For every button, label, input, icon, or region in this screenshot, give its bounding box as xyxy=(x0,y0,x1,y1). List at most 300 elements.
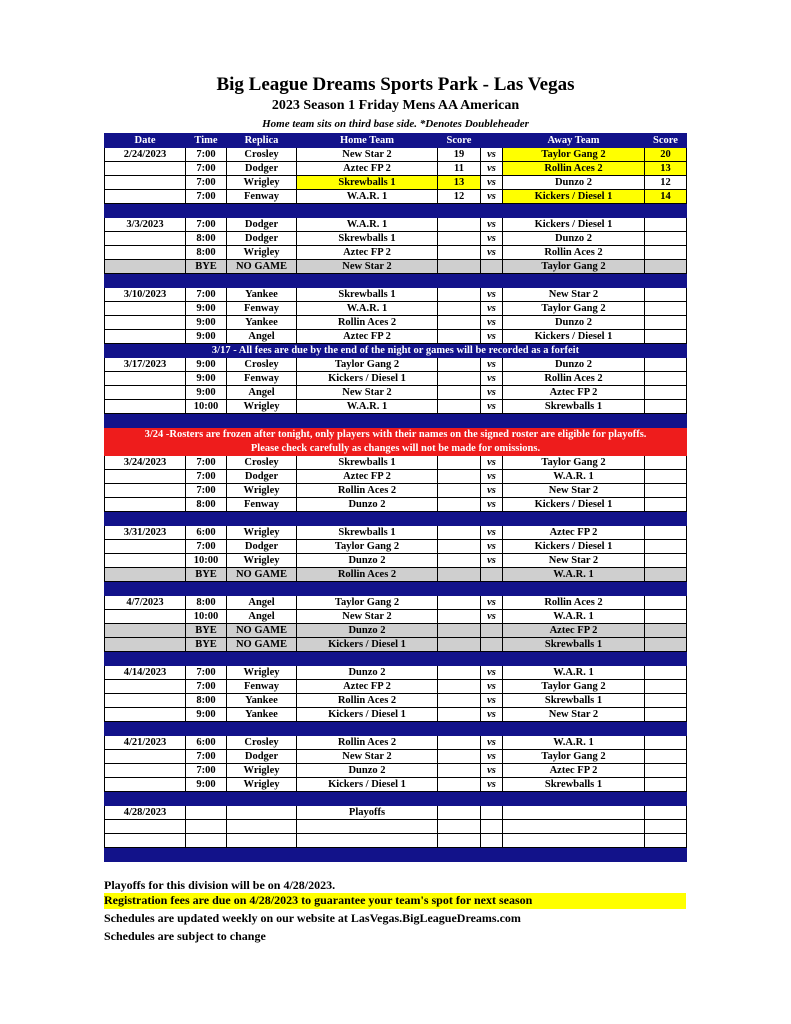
replica-cell: Crosley xyxy=(227,148,297,162)
home-team-cell: W.A.R. 1 xyxy=(297,302,438,316)
home-score-cell xyxy=(438,554,481,568)
separator-cell xyxy=(105,512,186,526)
separator-cell xyxy=(227,204,297,218)
away-score-cell xyxy=(645,400,687,414)
vs-cell xyxy=(481,624,503,638)
home-team-cell: Taylor Gang 2 xyxy=(297,540,438,554)
away-team-cell: Rollin Aces 2 xyxy=(503,162,645,176)
time-cell: 7:00 xyxy=(186,176,227,190)
separator-cell xyxy=(503,722,645,736)
table-row xyxy=(105,736,687,750)
table-row xyxy=(105,694,687,708)
date-cell xyxy=(105,554,186,568)
away-team-cell: Taylor Gang 2 xyxy=(503,456,645,470)
separator-cell xyxy=(186,582,227,596)
table-row xyxy=(105,372,687,386)
vs-cell xyxy=(481,834,503,848)
vs-cell: vs xyxy=(481,764,503,778)
table-row xyxy=(105,624,687,638)
time-cell: 7:00 xyxy=(186,148,227,162)
home-team-cell: Rollin Aces 2 xyxy=(297,316,438,330)
date-cell xyxy=(105,624,186,638)
date-cell xyxy=(105,372,186,386)
separator-cell xyxy=(503,274,645,288)
separator-cell xyxy=(297,204,438,218)
home-team-cell: Aztec FP 2 xyxy=(297,470,438,484)
date-cell xyxy=(105,680,186,694)
separator-cell xyxy=(105,652,186,666)
replica-cell: Angel xyxy=(227,330,297,344)
vs-cell xyxy=(481,568,503,582)
home-team-cell: Taylor Gang 2 xyxy=(297,358,438,372)
table-row xyxy=(105,806,687,820)
date-cell xyxy=(105,190,186,204)
vs-cell: vs xyxy=(481,470,503,484)
replica-cell: NO GAME xyxy=(227,568,297,582)
home-score-cell xyxy=(438,302,481,316)
home-score-cell xyxy=(438,568,481,582)
separator-cell xyxy=(481,848,503,862)
replica-cell xyxy=(227,834,297,848)
vs-cell: vs xyxy=(481,526,503,540)
separator-cell xyxy=(438,722,481,736)
away-team-cell: Kickers / Diesel 1 xyxy=(503,330,645,344)
date-cell xyxy=(105,778,186,792)
home-team-cell: Aztec FP 2 xyxy=(297,330,438,344)
home-team-cell: Kickers / Diesel 1 xyxy=(297,778,438,792)
replica-cell xyxy=(227,806,297,820)
vs-cell: vs xyxy=(481,750,503,764)
header-replica: Replica xyxy=(227,134,297,148)
time-cell: BYE xyxy=(186,638,227,652)
away-score-cell xyxy=(645,246,687,260)
away-score-cell: 13 xyxy=(645,162,687,176)
replica-cell: Angel xyxy=(227,610,297,624)
away-score-cell xyxy=(645,302,687,316)
date-cell xyxy=(105,260,186,274)
separator-cell xyxy=(105,582,186,596)
date-cell xyxy=(105,302,186,316)
time-cell: 8:00 xyxy=(186,694,227,708)
away-score-cell xyxy=(645,330,687,344)
home-team-cell: Dunzo 2 xyxy=(297,498,438,512)
fee-notice-row xyxy=(105,344,687,358)
time-cell: 9:00 xyxy=(186,330,227,344)
away-team-cell: Dunzo 2 xyxy=(503,358,645,372)
away-team-cell: Kickers / Diesel 1 xyxy=(503,540,645,554)
home-score-cell: 11 xyxy=(438,162,481,176)
header-vs xyxy=(481,134,503,148)
separator-cell xyxy=(297,414,438,428)
table-row xyxy=(105,470,687,484)
replica-cell: Fenway xyxy=(227,302,297,316)
schedule-note: Home team sits on third base side. *Denotes Doubleheader xyxy=(262,118,529,130)
home-score-cell xyxy=(438,610,481,624)
separator-cell xyxy=(227,722,297,736)
home-score-cell xyxy=(438,288,481,302)
vs-cell: vs xyxy=(481,540,503,554)
date-cell xyxy=(105,568,186,582)
replica-cell: Wrigley xyxy=(227,400,297,414)
away-team-cell: Skrewballs 1 xyxy=(503,400,645,414)
replica-cell: Dodger xyxy=(227,470,297,484)
table-row xyxy=(105,232,687,246)
home-team-cell: Taylor Gang 2 xyxy=(297,596,438,610)
date-cell: 3/31/2023 xyxy=(105,526,186,540)
week-separator xyxy=(105,582,687,596)
home-score-cell xyxy=(438,316,481,330)
replica-cell: Wrigley xyxy=(227,778,297,792)
separator-cell xyxy=(297,792,438,806)
away-team-cell: W.A.R. 1 xyxy=(503,568,645,582)
separator-cell xyxy=(645,582,687,596)
away-score-cell xyxy=(645,736,687,750)
week-separator xyxy=(105,204,687,218)
home-score-cell xyxy=(438,246,481,260)
table-row xyxy=(105,568,687,582)
week-separator xyxy=(105,512,687,526)
week-separator xyxy=(105,792,687,806)
time-cell: 9:00 xyxy=(186,316,227,330)
replica-cell: NO GAME xyxy=(227,260,297,274)
vs-cell: vs xyxy=(481,232,503,246)
schedule-body xyxy=(105,148,687,862)
away-score-cell xyxy=(645,638,687,652)
date-cell xyxy=(105,162,186,176)
separator-cell xyxy=(645,512,687,526)
replica-cell xyxy=(227,820,297,834)
away-team-cell: Dunzo 2 xyxy=(503,176,645,190)
away-team-cell: Aztec FP 2 xyxy=(503,386,645,400)
time-cell: 7:00 xyxy=(186,750,227,764)
separator-cell xyxy=(481,722,503,736)
separator-cell xyxy=(481,414,503,428)
separator-cell xyxy=(481,652,503,666)
away-team-cell: W.A.R. 1 xyxy=(503,470,645,484)
away-team-cell: W.A.R. 1 xyxy=(503,736,645,750)
time-cell xyxy=(186,834,227,848)
separator-cell xyxy=(186,848,227,862)
home-score-cell xyxy=(438,694,481,708)
separator-cell xyxy=(438,792,481,806)
replica-cell: NO GAME xyxy=(227,624,297,638)
date-cell: 4/14/2023 xyxy=(105,666,186,680)
header-time: Time xyxy=(186,134,227,148)
replica-cell: Wrigley xyxy=(227,176,297,190)
away-score-cell xyxy=(645,526,687,540)
away-score-cell xyxy=(645,610,687,624)
vs-cell: vs xyxy=(481,456,503,470)
home-team-cell: Aztec FP 2 xyxy=(297,246,438,260)
home-team-cell: W.A.R. 1 xyxy=(297,218,438,232)
away-team-cell xyxy=(503,820,645,834)
replica-cell: Angel xyxy=(227,596,297,610)
date-cell xyxy=(105,330,186,344)
separator-cell xyxy=(297,512,438,526)
home-score-cell xyxy=(438,596,481,610)
away-score-cell xyxy=(645,484,687,498)
away-score-cell xyxy=(645,232,687,246)
time-cell xyxy=(186,820,227,834)
away-team-cell: W.A.R. 1 xyxy=(503,610,645,624)
vs-cell: vs xyxy=(481,358,503,372)
vs-cell: vs xyxy=(481,218,503,232)
time-cell: 9:00 xyxy=(186,358,227,372)
roster-notice-row xyxy=(105,428,687,442)
vs-cell: vs xyxy=(481,246,503,260)
home-team-cell: Dunzo 2 xyxy=(297,666,438,680)
header-row xyxy=(105,134,687,148)
separator-cell xyxy=(645,274,687,288)
table-row xyxy=(105,302,687,316)
home-score-cell xyxy=(438,806,481,820)
table-row xyxy=(105,834,687,848)
replica-cell: Wrigley xyxy=(227,764,297,778)
time-cell: 7:00 xyxy=(186,540,227,554)
away-team-cell: Kickers / Diesel 1 xyxy=(503,218,645,232)
table-row xyxy=(105,638,687,652)
time-cell: 9:00 xyxy=(186,708,227,722)
away-team-cell: Skrewballs 1 xyxy=(503,694,645,708)
away-team-cell: Taylor Gang 2 xyxy=(503,148,645,162)
replica-cell: Fenway xyxy=(227,372,297,386)
away-score-cell xyxy=(645,596,687,610)
footer-website-note: Schedules are updated weekly on our website at LasVegas.BigLeagueDreams.com xyxy=(104,911,521,925)
date-cell xyxy=(105,498,186,512)
replica-cell: Yankee xyxy=(227,288,297,302)
date-cell xyxy=(105,246,186,260)
time-cell: 7:00 xyxy=(186,666,227,680)
away-score-cell: 12 xyxy=(645,176,687,190)
replica-cell: Fenway xyxy=(227,498,297,512)
away-team-cell xyxy=(503,834,645,848)
replica-cell: Wrigley xyxy=(227,666,297,680)
date-cell xyxy=(105,610,186,624)
away-score-cell xyxy=(645,834,687,848)
away-team-cell: Taylor Gang 2 xyxy=(503,260,645,274)
time-cell: 10:00 xyxy=(186,554,227,568)
table-row xyxy=(105,190,687,204)
separator-cell xyxy=(438,848,481,862)
time-cell: 7:00 xyxy=(186,190,227,204)
separator-cell xyxy=(297,582,438,596)
home-team-cell: Skrewballs 1 xyxy=(297,456,438,470)
away-score-cell xyxy=(645,372,687,386)
away-score-cell xyxy=(645,694,687,708)
home-score-cell xyxy=(438,764,481,778)
week-separator xyxy=(105,652,687,666)
away-score-cell xyxy=(645,316,687,330)
date-cell xyxy=(105,764,186,778)
date-cell xyxy=(105,470,186,484)
away-score-cell xyxy=(645,750,687,764)
home-score-cell xyxy=(438,834,481,848)
separator-cell xyxy=(503,582,645,596)
home-score-cell xyxy=(438,778,481,792)
home-team-cell: Kickers / Diesel 1 xyxy=(297,372,438,386)
home-score-cell xyxy=(438,736,481,750)
separator-cell xyxy=(186,274,227,288)
home-score-cell xyxy=(438,498,481,512)
page-title: Big League Dreams Sports Park - Las Vegas xyxy=(216,74,575,95)
separator-cell xyxy=(503,792,645,806)
schedule-table xyxy=(104,133,687,862)
separator-cell xyxy=(645,414,687,428)
separator-cell xyxy=(297,848,438,862)
separator-cell xyxy=(503,204,645,218)
home-team-cell: Skrewballs 1 xyxy=(297,526,438,540)
separator-cell xyxy=(105,848,186,862)
home-team-cell: New Star 2 xyxy=(297,260,438,274)
replica-cell: Dodger xyxy=(227,162,297,176)
vs-cell xyxy=(481,806,503,820)
replica-cell: Dodger xyxy=(227,218,297,232)
separator-cell xyxy=(645,652,687,666)
separator-cell xyxy=(227,652,297,666)
away-score-cell xyxy=(645,764,687,778)
vs-cell: vs xyxy=(481,694,503,708)
home-team-cell: Rollin Aces 2 xyxy=(297,694,438,708)
table-row xyxy=(105,610,687,624)
away-team-cell: New Star 2 xyxy=(503,484,645,498)
time-cell: 9:00 xyxy=(186,302,227,316)
time-cell: 9:00 xyxy=(186,372,227,386)
time-cell: 8:00 xyxy=(186,246,227,260)
away-team-cell xyxy=(503,806,645,820)
table-row xyxy=(105,218,687,232)
separator-cell xyxy=(503,652,645,666)
table-row xyxy=(105,176,687,190)
separator-cell xyxy=(105,204,186,218)
home-score-cell xyxy=(438,484,481,498)
separator-cell xyxy=(481,274,503,288)
home-team-cell: Dunzo 2 xyxy=(297,764,438,778)
separator-cell xyxy=(227,582,297,596)
replica-cell: Wrigley xyxy=(227,526,297,540)
away-team-cell: Dunzo 2 xyxy=(503,316,645,330)
date-cell xyxy=(105,176,186,190)
separator-cell xyxy=(227,512,297,526)
time-cell: 10:00 xyxy=(186,610,227,624)
away-team-cell: Rollin Aces 2 xyxy=(503,596,645,610)
home-score-cell xyxy=(438,358,481,372)
replica-cell: NO GAME xyxy=(227,638,297,652)
separator-cell xyxy=(186,722,227,736)
away-score-cell xyxy=(645,820,687,834)
time-cell: 6:00 xyxy=(186,736,227,750)
vs-cell: vs xyxy=(481,778,503,792)
away-score-cell xyxy=(645,666,687,680)
home-score-cell xyxy=(438,540,481,554)
roster-notice-line: 3/24 -Rosters are frozen after tonight, only players with their names on the signed roster are eligible for playoffs. xyxy=(105,428,687,442)
away-score-cell xyxy=(645,260,687,274)
week-separator xyxy=(105,848,687,862)
replica-cell: Fenway xyxy=(227,680,297,694)
roster-notice-row xyxy=(105,442,687,456)
home-score-cell xyxy=(438,330,481,344)
date-cell xyxy=(105,540,186,554)
date-cell xyxy=(105,820,186,834)
date-cell xyxy=(105,750,186,764)
vs-cell: vs xyxy=(481,400,503,414)
date-cell xyxy=(105,834,186,848)
table-row xyxy=(105,148,687,162)
footer-registration-note: Registration fees are due on 4/28/2023 to guarantee your team's spot for next season xyxy=(104,893,686,909)
table-row xyxy=(105,820,687,834)
vs-cell xyxy=(481,260,503,274)
replica-cell: Yankee xyxy=(227,316,297,330)
home-team-cell: Rollin Aces 2 xyxy=(297,568,438,582)
separator-cell xyxy=(227,274,297,288)
separator-cell xyxy=(105,792,186,806)
time-cell: 8:00 xyxy=(186,232,227,246)
vs-cell: vs xyxy=(481,708,503,722)
away-score-cell xyxy=(645,680,687,694)
time-cell: 8:00 xyxy=(186,596,227,610)
table-row xyxy=(105,498,687,512)
home-score-cell xyxy=(438,232,481,246)
table-row xyxy=(105,260,687,274)
home-team-cell: Aztec FP 2 xyxy=(297,680,438,694)
separator-cell xyxy=(645,792,687,806)
table-row xyxy=(105,680,687,694)
vs-cell xyxy=(481,820,503,834)
table-row xyxy=(105,778,687,792)
separator-cell xyxy=(297,274,438,288)
home-score-cell xyxy=(438,386,481,400)
date-cell: 3/17/2023 xyxy=(105,358,186,372)
away-team-cell: Dunzo 2 xyxy=(503,232,645,246)
separator-cell xyxy=(297,722,438,736)
fee-notice: 3/17 - All fees are due by the end of the night or games will be recorded as a forfeit xyxy=(105,344,687,358)
separator-cell xyxy=(645,722,687,736)
table-row xyxy=(105,708,687,722)
table-row xyxy=(105,330,687,344)
time-cell: BYE xyxy=(186,260,227,274)
home-score-cell xyxy=(438,400,481,414)
home-score-cell xyxy=(438,526,481,540)
separator-cell xyxy=(227,848,297,862)
separator-cell xyxy=(186,512,227,526)
separator-cell xyxy=(438,274,481,288)
time-cell: BYE xyxy=(186,624,227,638)
table-row xyxy=(105,526,687,540)
home-team-cell: Skrewballs 1 xyxy=(297,288,438,302)
separator-cell xyxy=(105,274,186,288)
header-away-score: Score xyxy=(645,134,687,148)
home-team-cell: W.A.R. 1 xyxy=(297,400,438,414)
footer-playoffs-note: Playoffs for this division will be on 4/28/2023. xyxy=(104,878,336,892)
away-score-cell: 14 xyxy=(645,190,687,204)
vs-cell: vs xyxy=(481,484,503,498)
time-cell: 8:00 xyxy=(186,498,227,512)
vs-cell: vs xyxy=(481,680,503,694)
home-score-cell xyxy=(438,372,481,386)
separator-cell xyxy=(186,652,227,666)
replica-cell: Yankee xyxy=(227,708,297,722)
away-score-cell xyxy=(645,568,687,582)
away-team-cell: Kickers / Diesel 1 xyxy=(503,190,645,204)
away-score-cell: 20 xyxy=(645,148,687,162)
date-cell xyxy=(105,638,186,652)
time-cell: 7:00 xyxy=(186,218,227,232)
vs-cell: vs xyxy=(481,148,503,162)
table-row xyxy=(105,540,687,554)
separator-cell xyxy=(645,848,687,862)
away-score-cell xyxy=(645,288,687,302)
home-team-cell: Kickers / Diesel 1 xyxy=(297,638,438,652)
date-cell xyxy=(105,708,186,722)
